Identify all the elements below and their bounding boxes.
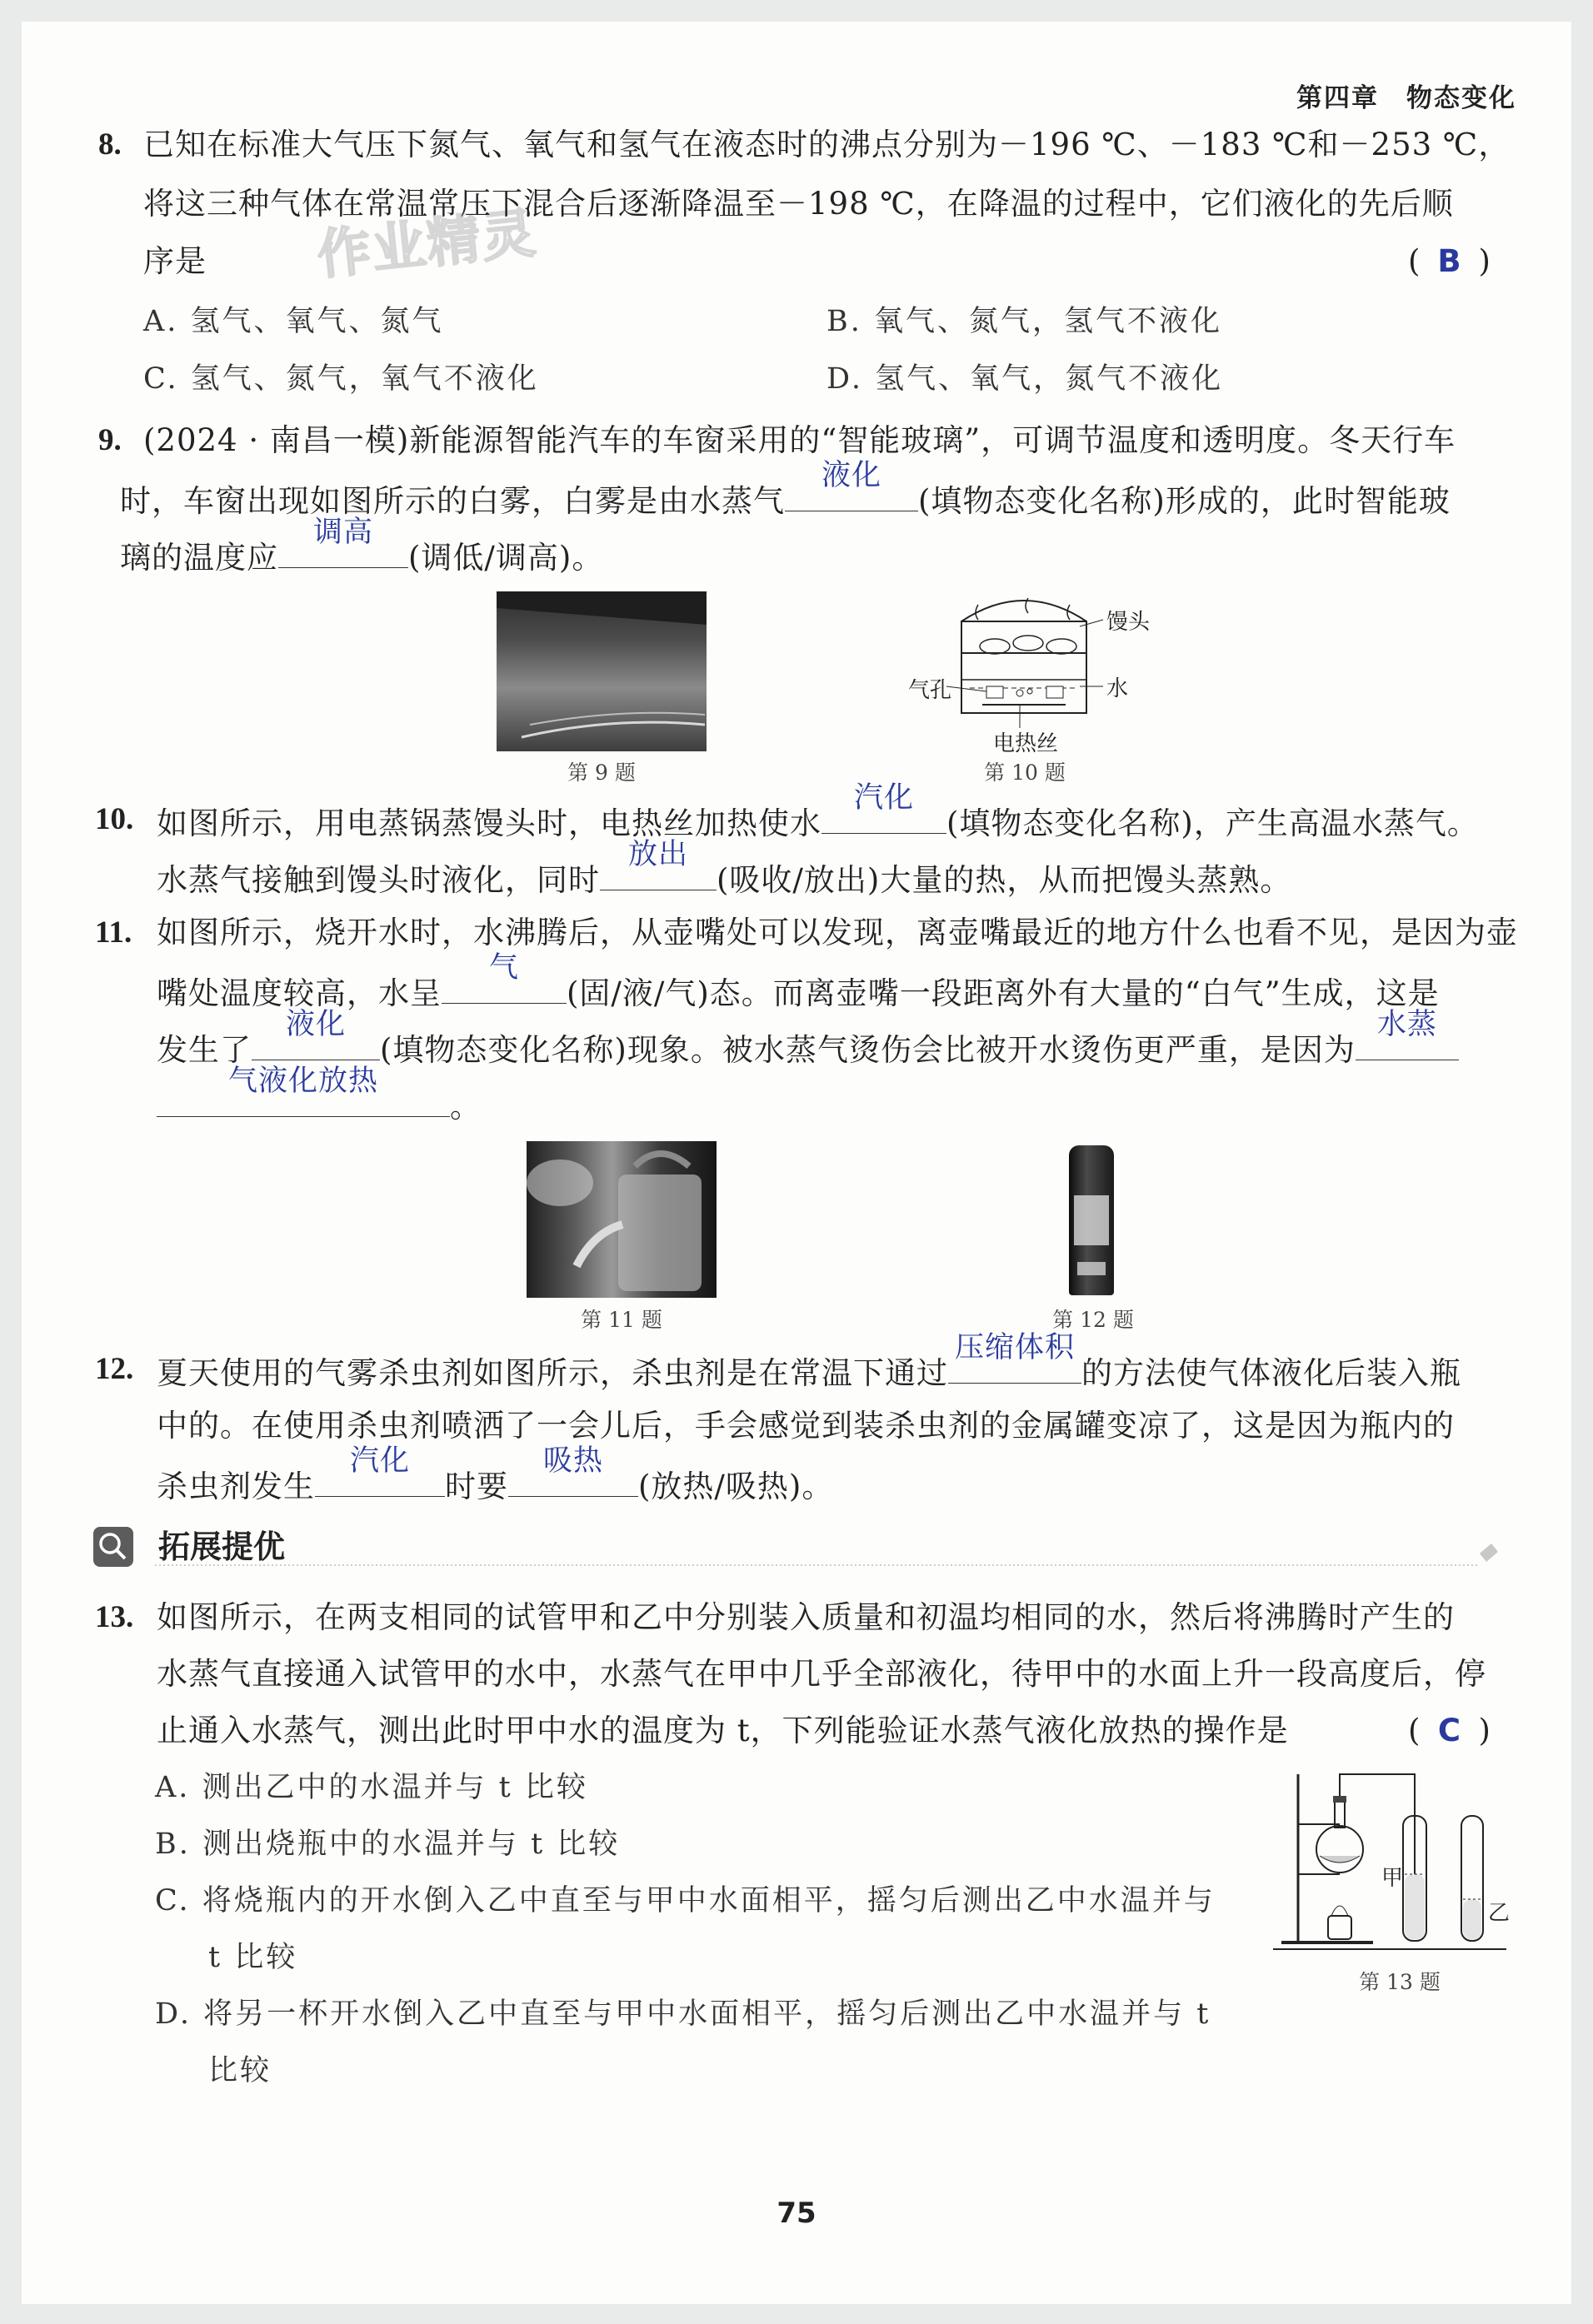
q12-line3-c: (放热/吸热)。 [638, 1469, 834, 1504]
q10-blank1 [821, 781, 946, 834]
q11-line4-b: 。 [450, 1089, 482, 1125]
section-divider [72, 1520, 1505, 1578]
q12-line3-b: 时要 [445, 1469, 508, 1504]
q8-option-c: C. 氢气、氮气，氧气不液化 [143, 362, 539, 396]
chapter-header: 第四章 物态变化 [1296, 83, 1516, 113]
q13-answer: C [1437, 1713, 1461, 1748]
q13-answer-bracket: ( C ) [1408, 1711, 1491, 1751]
watermark: 作业精灵 [314, 202, 540, 287]
q9-blank2 [278, 516, 408, 568]
q11-blank3a [1356, 1008, 1459, 1060]
q9-line1: (2024 · 南昌一模)新能源智能汽车的车窗采用的“智能玻璃”，可调节温度和透明度。冬天行车 [143, 422, 1456, 458]
fig10-label-qikong: 气孔 [908, 678, 952, 703]
q12-blank3-answer: 吸热 [542, 1444, 603, 1478]
q13-option-c2: t 比较 [208, 1941, 298, 1974]
q12-blank1 [948, 1331, 1081, 1384]
q10-line1-a: 如图所示，用电蒸锅蒸馒头时，电热丝加热使水 [157, 805, 821, 841]
q10-line2-a: 水蒸气接触到馒头时液化，同时 [157, 862, 600, 898]
q10-blank1-answer: 汽化 [853, 781, 914, 815]
page-number: 75 [777, 2197, 816, 2230]
q13-option-b: B. 测出烧瓶中的水温并与 t 比较 [155, 1828, 621, 1861]
q9-line2-b: (填物态变化名称)形成的，此时智能玻 [918, 483, 1451, 519]
q8-option-b: B. 氧气、氮气，氢气不液化 [826, 305, 1222, 338]
q13-option-d2: 比较 [208, 2054, 272, 2087]
q13-line2: 水蒸气直接通入试管甲的水中，水蒸气在甲中几乎全部液化，待甲中的水面上升一段高度后，停 [157, 1656, 1486, 1692]
q8-line1: 已知在标准大气压下氮气、氧气和氢气在液态时的沸点分别为－196 ℃、－183 ℃和－253 ℃， [143, 127, 1511, 162]
fig9-car-window-photo [497, 591, 707, 751]
q11-line3-a: 发生了 [157, 1032, 252, 1068]
fig10-label-water: 水 [1106, 676, 1129, 701]
pencil-icon [1480, 1544, 1498, 1562]
q13-option-a: A. 测出乙中的水温并与 t 比较 [155, 1771, 588, 1804]
q9-blank1-answer: 液化 [821, 459, 881, 492]
q8-answer: B [1437, 243, 1461, 279]
q12-blank2-answer: 汽化 [349, 1444, 410, 1478]
q12-line3-a: 杀虫剂发生 [157, 1469, 315, 1504]
q12-line3 [157, 1444, 834, 1507]
q8-option-a: A. 氢气、氧气、氮气 [143, 305, 444, 338]
fig12-spray-can-photo [1069, 1145, 1114, 1295]
fig10-label-dianresi: 电热丝 [993, 731, 1059, 756]
section-title: 拓展提优 [158, 1529, 286, 1565]
q9-blank2-answer: 调高 [312, 516, 373, 549]
q12-blank3 [508, 1444, 638, 1497]
q12-blank1-answer: 压缩体积 [954, 1331, 1075, 1364]
fig10-caption: 第 10 题 [984, 761, 1066, 785]
fig12-caption: 第 12 题 [1052, 1308, 1134, 1332]
fig9-caption: 第 9 题 [567, 761, 636, 785]
q11-blank3b [157, 1065, 450, 1117]
q9-line3-a: 璃的温度应 [120, 540, 278, 576]
q8-line3: 序是 [143, 243, 207, 279]
fig11-caption: 第 11 题 [581, 1308, 662, 1332]
fig11-kettle-shapes [527, 1141, 717, 1298]
q11-line2-a: 嘴处温度较高，水呈 [157, 975, 442, 1011]
q11-line2-b: (固/液/气)态。而离壶嘴一段距离外有大量的“白气”生成，这是 [567, 975, 1440, 1011]
q8-answer-bracket: ( B ) [1408, 242, 1491, 282]
q12-line1 [157, 1331, 1461, 1394]
fig13-label-jia: 甲 [1381, 1866, 1404, 1891]
q11-blank2 [252, 1008, 380, 1060]
q11-line1: 如图所示，烧开水时，水沸腾后，从壶嘴处可以发现，离壶嘴最近的地方什么也看不见，是因为壶 [157, 915, 1518, 950]
q8-number: 8. [98, 127, 122, 162]
q11-blank3b-answer: 气液化放热 [227, 1065, 378, 1098]
q12-line1-b: 的方法使气体液化后装入瓶 [1081, 1355, 1461, 1391]
q11-blank1 [442, 951, 567, 1004]
fig13-caption: 第 13 题 [1359, 1970, 1441, 1994]
q11-blank3a-answer: 水蒸 [1376, 1008, 1437, 1041]
q12-blank2 [315, 1444, 445, 1497]
q11-line4 [157, 1065, 482, 1127]
q10-number: 10. [95, 802, 134, 836]
q10-blank2-answer: 放出 [627, 838, 688, 871]
q10-line1-b: (填物态变化名称)，产生高温水蒸气。 [946, 805, 1479, 841]
q13-line3: 止通入水蒸气，测出此时甲中水的温度为 t，下列能验证水蒸气液化放热的操作是 [157, 1713, 1289, 1748]
q8-option-d: D. 氢气、氧气，氮气不液化 [826, 362, 1224, 396]
q10-line1 [157, 781, 1479, 844]
q12-number: 12. [95, 1352, 134, 1386]
q9-line3-b: (调低/调高)。 [408, 540, 604, 576]
fig13-label-yi: 乙 [1488, 1901, 1511, 1926]
q13-number: 13. [95, 1600, 134, 1634]
q11-number: 11. [95, 915, 132, 950]
fig9-wiper-lines [497, 591, 707, 751]
q13-option-c1: C. 将烧瓶内的开水倒入乙中直至与甲中水面相平，摇匀后测出乙中水温并与 [155, 1884, 1216, 1918]
q12-line1-a: 夏天使用的气雾杀虫剂如图所示，杀虫剂是在常温下通过 [157, 1355, 948, 1391]
q13-line1: 如图所示，在两支相同的试管甲和乙中分别装入质量和初温均相同的水，然后将沸腾时产生的 [157, 1599, 1455, 1635]
q13-option-d1: D. 将另一杯开水倒入乙中直至与甲中水面相平，摇匀后测出乙中水温并与 t [155, 1997, 1211, 2031]
fig10-label-mantou: 馒头 [1106, 610, 1151, 635]
q10-blank2 [600, 838, 717, 890]
q11-blank1-answer: 气 [488, 951, 519, 985]
q9-number: 9. [98, 423, 122, 457]
q11-line3-b: (填物态变化名称)现象。被水蒸气烫伤会比被开水烫伤更严重，是因为 [380, 1032, 1356, 1068]
fig12-can-shapes [1069, 1145, 1114, 1295]
q10-line2 [157, 838, 1292, 900]
q12-line2: 中的。在使用杀虫剂喷洒了一会儿后，手会感觉到装杀虫剂的金属罐变凉了，这是因为瓶内的 [157, 1408, 1455, 1444]
q8-line2: 将这三种气体在常温常压下混合后逐渐降温至－198 ℃，在降温的过程中，它们液化的先后顺 [143, 186, 1454, 222]
q9-line3 [120, 516, 604, 578]
q9-blank1 [785, 459, 918, 511]
fig11-kettle-photo [527, 1141, 717, 1298]
q9-line2-a: 时，车窗出现如图所示的白雾，白雾是由水蒸气 [120, 483, 785, 519]
q11-blank2-answer: 液化 [285, 1008, 346, 1041]
section-icon-box [93, 1527, 133, 1567]
q10-line2-b: (吸收/放出)大量的热，从而把馒头蒸熟。 [717, 862, 1292, 898]
